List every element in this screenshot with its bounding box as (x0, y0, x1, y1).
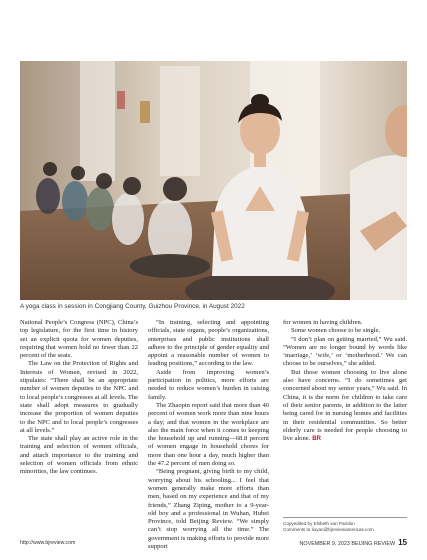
article-column-3 (283, 319, 407, 443)
paragraph: Aside from improving women’s participation in politics, more efforts are needed to reduce women’s burden in raising family. (148, 368, 269, 401)
credit-box (283, 517, 407, 533)
paragraph: The Law on the Protection of Rights and Interests of Women, revised in 2022, stipulates: “There shall be an appropriate number of women deputies to the NPC and to local people’s congresses at all levels. The state shall adopt measures to gradually increase the proportion of women deputies to the NPC and to local people’s congresses at all levels.” (20, 360, 138, 434)
paragraph: Some women choose to be single. (291, 327, 381, 335)
paragraph-text: But those women choosing to live alone also have concerns. “I do sometimes get concerned about my senior years,” Wu said. In China, it is the norm for children to take care of their senior parents, in addition to the latter being cared for in nursing homes and facilities in their residential communities. So better elderly care is needed for people choosing to live alone. (283, 368, 407, 443)
paragraph-final (283, 369, 407, 444)
article-column-1 (20, 319, 138, 477)
paragraph: The state shall play an active role in the training and selection of women officials, and attach importance to the training and selection of women officials from ethnic minorities, the law continues. (20, 435, 138, 476)
footer-url: http://www.bjreview.com (20, 540, 76, 546)
paragraph: “Being pregnant, giving birth to my child, worrying about his schooling... I feel that women generally make more efforts than men, based on my experience and that of my friends,” Zhang Ziping, mother to a 9-year-old boy and a professional in Wuhan, Hubei Province, told Beijing Review. “We simply can’t stop worrying all the time.” The government is making efforts to provide more support (148, 468, 269, 551)
copyedit-credit: Copyedited by Elsbeth van Paridon (283, 521, 355, 526)
comments-contact: Comments to liuyan@bjreviewamericas.com (283, 527, 374, 532)
paragraph: for women in having children. (283, 319, 363, 326)
paragraph: National People’s Congress (NPC), China’s top legislature, for the first time in history set an explicit quota for women deputies, requiring that women hold no fewer than 22 percent of the seats. (20, 319, 138, 360)
paragraph: “I don’t plan on getting married,” Wu said. “Women are no longer bound by words like ‘marriage,’ ‘wife,’ or ‘motherhood.’ We can choose to be ourselves,” she added. (283, 335, 407, 368)
paragraph: The Zhaopin report said that more than 40 percent of women work more than nine hours a day; and that women in the workplace are also the main force when it comes to keeping the household up and running—68.8 percent of women engage in household chores for more than one hour a day, much higher than the 47.2 percent of men doing so. (148, 401, 269, 468)
yoga-class-photo (20, 61, 407, 300)
article-column-2 (148, 319, 269, 551)
end-mark: BR (312, 436, 321, 443)
photo-caption: A yoga class in session in Congjiang County, Guizhou Province, in August 2022 (20, 303, 245, 310)
page-number: 15 (398, 538, 407, 547)
paragraph: “In training, selecting and appointing officials, state organs, people’s organizations, enterprises and public institutions shall adhere to the principle of gender equality and appoint a reasonable number of women to leading positions,” according to the law. (148, 319, 269, 368)
footer-issue (300, 538, 407, 547)
issue-label: NOVEMBER 9, 2023 BEIJING REVIEW (299, 541, 396, 547)
